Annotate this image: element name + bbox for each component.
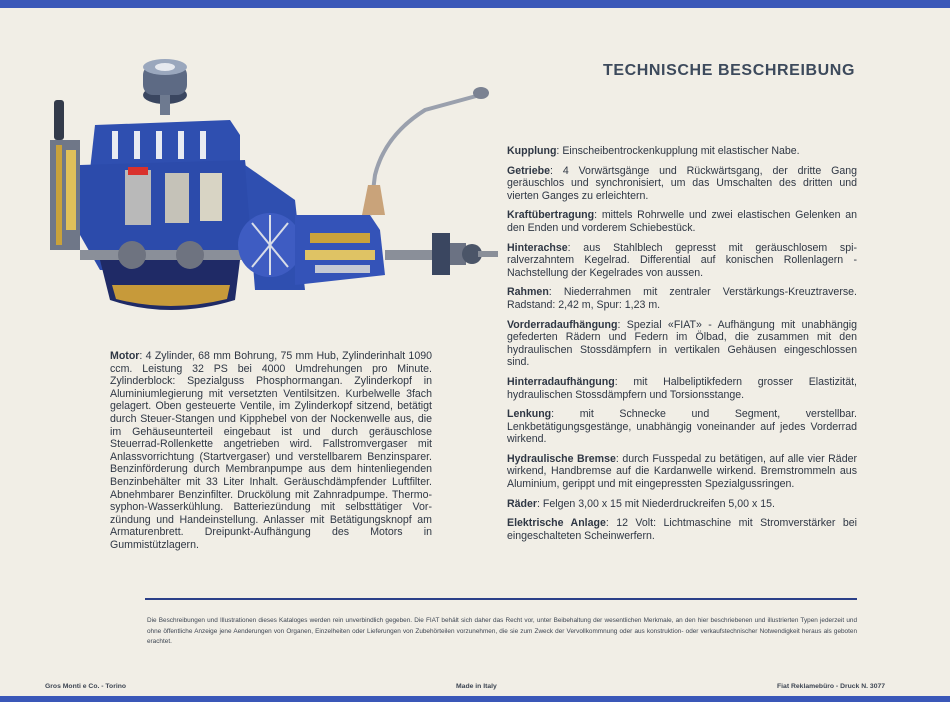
spec-label: Rahmen [507, 286, 549, 299]
output-shaft-illustration [385, 250, 435, 260]
spec-label: Lenkung [507, 408, 552, 421]
spec-text: Spezial «FIAT» - Aufhängung mit unabhängig gefederten Rädern und Federn im Ölbad, die zusammen mit den hydraulischen Stossdämpfern in vertikalen Gehäusen eingeschlossen sind. [507, 318, 858, 369]
spec-text: Einscheibentrockenkupplung mit elastischer Nabe. [562, 145, 800, 157]
spec-list [507, 145, 857, 549]
spec-label: Kupplung [507, 145, 557, 157]
motor-label: Motor [110, 350, 140, 362]
spec-label: Elektrische Anlage [507, 517, 606, 530]
spec-hinterachse: Hinterachse: aus Stahlblech gepresst mit geräuschlosem spiralverzahntem Kegelrad. Differential auf konischen Rollenlagern -Nachstellung der Kegelrades von aussen. [507, 241, 857, 279]
spec-text: aus Stahlblech gepresst mit geräuschlosem spiralverzahntem Kegelrad. Differential auf konischen Rollenlagern -Nachstellung der Kegelrades von aussen. [507, 241, 857, 279]
spec-text: mit Schnecke und Segment, verstellbar. Lenkbetätigungsgestänge, unabhängig voneinander auf jedes Vorderrad wirkend. [507, 408, 857, 446]
spec-label: Vorderradaufhängung [507, 318, 618, 331]
top-blue-band [0, 0, 950, 8]
spec-kupplung: Kupplung: Einscheibentrockenkupplung mit elastischer Nabe. [507, 145, 800, 157]
spec-text: 12 Volt: Lichtmaschine mit Stromverstärker bei eingeschalteten Scheinwerfern. [507, 517, 858, 542]
spec-lenkung: Lenkung: mit Schnecke und Segment, verstellbar. Lenkbetätigungsgestänge, unabhängig voneinander auf jedes Vorderrad wirkend. [507, 408, 857, 446]
spec-label: Kraftübertragung [507, 209, 595, 222]
engine-cutaway-illustration [40, 55, 500, 330]
spec-text: mittels Rohrwelle und zwei elastischen Gelenken an den Enden und vorderem Schiebestück. [507, 209, 858, 234]
spec-getriebe: Getriebe: 4 Vorwärtsgänge und Rückwärtsgang, der dritte Gang geräuschlos und synchronisiert, um das Umschalten des dritten und vierten Ganges zu erleichtern. [507, 164, 858, 202]
footer-print-number: Fiat Reklamebüro - Druck N. 3077 [777, 683, 886, 690]
spec-vorderradaufhaengung: Vorderradaufhängung: Spezial «FIAT» - Aufhängung mit unabhängig gefederten Rädern und Federn im Ölbad, die zusammen mit den hydraulischen Stossdämpfern in vertikalen Gehäusen eingeschlossen sind. [507, 318, 858, 369]
spec-label: Hydraulische Bremse [507, 452, 616, 465]
bottom-blue-band [0, 696, 950, 702]
gear-lever-illustration [370, 95, 480, 215]
footer-printer: Gros Monti e Co. - Torino [45, 683, 127, 690]
spec-hydraulische-bremse: Hydraulische Bremse: durch Fusspedal zu betätigen, auf alle vier Räder wirkend, Handbremse auf die Kardanwelle wirkend. Bremstrommeln aus Aluminium, gerippt und mit eingepressten Spezialgussringen. [507, 452, 857, 491]
spec-label: Getriebe [507, 164, 550, 177]
spec-label: Hinterradaufhängung [507, 375, 615, 388]
spec-label: Hinterachse [507, 241, 568, 254]
spec-text: Niederrahmen mit zentraler Verstärkungs-Kreuztraverse. Radstand: 2,42 m, Spur: 1,23 m. [507, 286, 857, 311]
spec-kraftuebertragung: Kraftübertragung: mittels Rohrwelle und zwei elastischen Gelenken an den Enden und vorderem Schiebestück. [507, 209, 858, 234]
fan-assembly-illustration [50, 100, 80, 250]
spec-rahmen: Rahmen: Niederrahmen mit zentraler Verstärkungs-Kreuztraverse. Radstand: 2,42 m, Spur: 1,23 m. [507, 286, 857, 311]
spec-elektrische-anlage: Elektrische Anlage: 12 Volt: Lichtmaschine mit Stromverstärker bei eingeschalteten Scheinwerfern. [507, 517, 858, 542]
disclaimer-text: Die Beschreibungen und Illustrationen dieses Kataloges werden rein unverbindlich gegeben. Die FIAT behält sich daher das Recht vor, unter Beibehaltung der wesentlichen Merkmale, an den hier beschriebenen und illustrierten Typen jederzeit und ohne öffentliche Anzeige jene Aenderungen von Organen, Einzelheiten oder Lieferungen von Zubehörteilen vorzunehmen, die sie zum Zweck der Vervollkommnung oder aus konstruktion- oder verkaufstechnischer Notwendigkeit heraus als geboten erachtet. [147, 617, 857, 645]
air-filter-illustration [143, 59, 187, 115]
page-title: TECHNISCHE BESCHREIBUNG [602, 62, 855, 79]
spec-label: Räder [507, 497, 538, 510]
spec-text: mit Halbeliptikfedern grosser Elastizität, hydraulischen Stossdämpfern und Torsionsstange. [507, 375, 857, 401]
spec-text: Felgen 3,00 x 15 mit Niederdruckreifen 5,00 x 15. [542, 497, 775, 510]
spec-text: 4 Vorwärtsgänge und Rückwärtsgang, der dritte Gang geräuschlos und synchronisiert, um das Umschalten des dritten und vierten Ganges zu erleichtern. [507, 164, 858, 202]
footer-origin: Made in Italy [456, 683, 497, 690]
spec-raeder: Räder: Felgen 3,00 x 15 mit Niederdruckreifen 5,00 x 15. [507, 497, 775, 510]
motor-text: 4 Zylinder, 68 mm Bohrung, 75 mm Hub, Zylinderinhalt 1090 ccm. Leistung 32 PS bei 4000 Umdrehungen pro Minute. Zylinderblock: Spezialguss Phosphormangan. Zylinderkopf in Aluminiumlegierung mit versetzten Ventilsitzen. Kurbelwelle 3fach gelagert. Oben gesteuerte Ventile, im Zylinderkopf sitzend, betätigt durch Steuer-Stangen und Kipphebel von der Nockenwelle aus, die im Gehäuseunterteil eingebaut ist und durch geräuschlose Steuerrad-Rollenkette angetrieben wird. Fallstromvergaser mit Anlassvorrichtung (Startvergaser) und verstellbarem Benzinsparer. Benzinförderung durch Membranpumpe aus dem hintenliegenden Benzinbehälter mit 33 Liter Inhalt. Geräuschdämpfender Luftfilter. Abnehmbarer Benzinfilter. Druckölung mit Zahnradpumpe. Thermosyphon-Wasserkühlung. Batteriezündung mit selbsttätiger Vorzündung und Handeinstellung. Anlasser mit Betätigungsknopf am Armaturenbrett. Dreipunkt-Aufhängung des Motors in Gummistützlagern. [110, 350, 432, 551]
motor-description: Motor: 4 Zylinder, 68 mm Bohrung, 75 mm Hub, Zylinderinhalt 1090 ccm. Leistung 32 PS bei 4000 Umdrehungen pro Minute. Zylinderblock: Spezialguss Phosphormangan. Zylinderkopf in Aluminiumlegierung mit versetzten Ventilsitzen. Kurbelwelle 3fach gelagert. Oben gesteuerte Ventile, im Zylinderkopf sitzend, betätigt durch Steuer-Stangen und Kipphebel von der Nockenwelle aus, die im Gehäuseunterteil eingebaut ist und durch geräuschlose Steuerrad-Rollenkette angetrieben wird. Fallstromvergaser mit Anlassvorrichtung (Startvergaser) und verstellbarem Benzinsparer. Benzinförderung durch Membranpumpe aus dem hintenliegenden Benzinbehälter mit 33 Liter Inhalt. Geräuschdämpfender Luftfilter. Abnehmbarer Benzinfilter. Druckölung mit Zahnradpumpe. Thermosyphon-Wasserkühlung. Batteriezündung mit selbsttätiger Vorzündung und Handeinstellung. Anlasser mit Betätigungsknopf am Armaturenbrett. Dreipunkt-Aufhängung des Motors in Gummistützlagern. [110, 350, 432, 551]
spec-hinterradaufhaengung: Hinterradaufhängung: mit Halbeliptikfedern grosser Elastizität, hydraulischen Stossdämpfern und Torsionsstange. [507, 375, 857, 401]
pistons-illustration [125, 167, 222, 225]
divider-rule [145, 598, 857, 600]
spec-text: durch Fusspedal zu betätigen, auf alle vier Räder wirkend, Handbremse auf die Kardanwelle wirkend. Bremstrommeln aus Aluminium, gerippt und mit eingepressten Spezialgussringen. [507, 452, 857, 491]
